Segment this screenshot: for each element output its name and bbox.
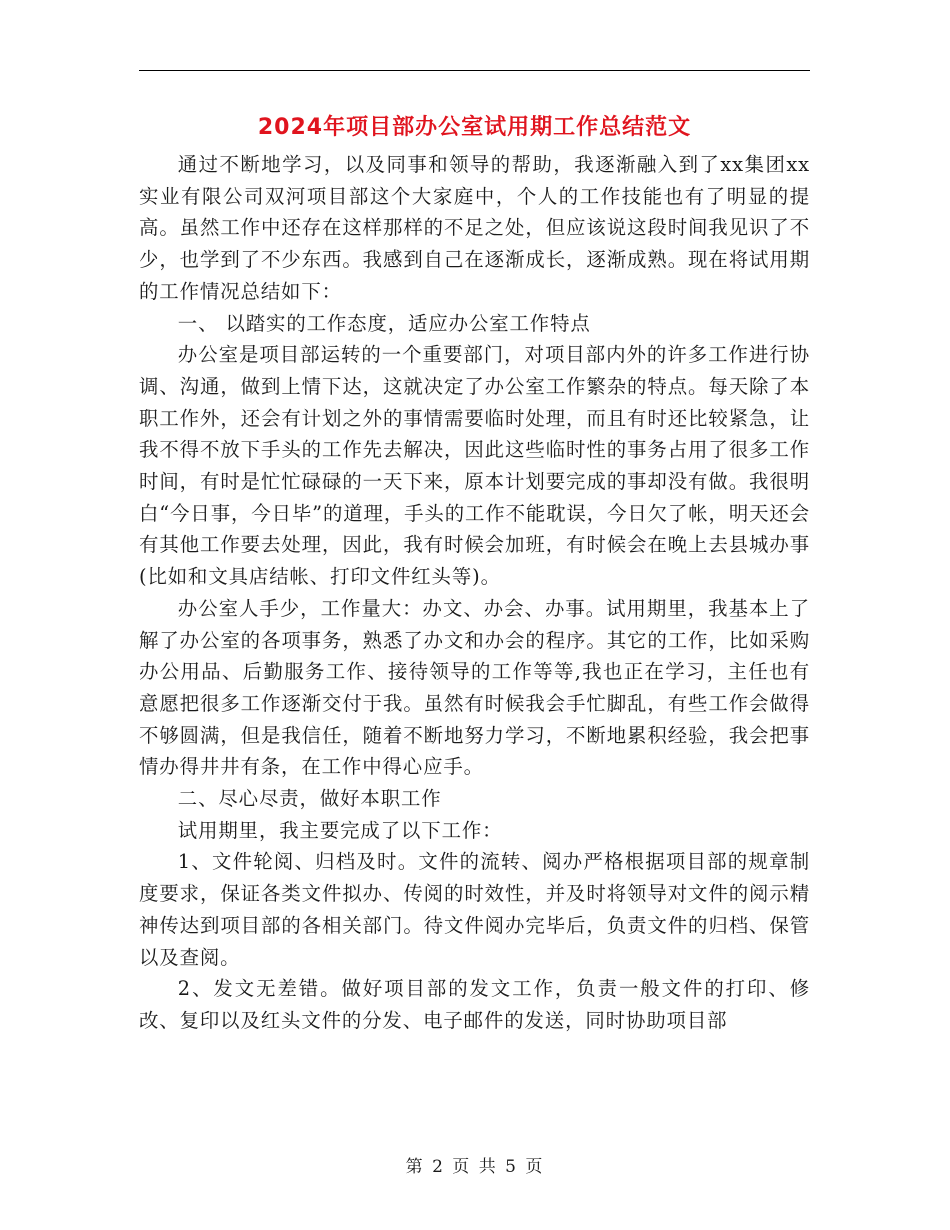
paragraph-intro: 通过不断地学习，以及同事和领导的帮助，我逐渐融入到了xx集团xx实业有限公司双河项目部这个大家庭中，个人的工作技能也有了明显的提高。虽然工作中还存在这样那样的不足之处，但应该说这段时间我见识了不少，也学到了不少东西。我感到自己在逐渐成长，逐渐成熟。现在将试用期的工作情况总结如下：	[139, 153, 810, 303]
document-body	[139, 149, 810, 1037]
document-title: 2024年项目部办公室试用期工作总结范文	[257, 115, 692, 140]
paragraph-workload: 办公室人手少，工作量大：办文、办会、办事。试用期里，我基本上了解了办公室的各项事务，熟悉了办文和办会的程序。其它的工作，比如采购办公用品、后勤服务工作、接待领导的工作等等,我也正在学习，主任也有意愿把很多工作逐渐交付于我。虽然有时候我会手忙脚乱，有些工作会做得不够圆满，但是我信任，随着不断地努力学习，不断地累积经验，我会把事情办得井井有条，在工作中得心应手。	[139, 596, 810, 779]
section-heading-1: 一、 以踏实的工作态度，适应办公室工作特点	[177, 311, 591, 335]
paragraph-office-role: 办公室是项目部运转的一个重要部门，对项目部内外的许多工作进行协调、沟通，做到上情下达，这就决定了办公室工作繁杂的特点。每天除了本职工作外，还会有计划之外的事情需要临时处理，而且有时还比较紧急，让我不得不放下手头的工作先去解决，因此这些临时性的事务占用了很多工作时间，有时是忙忙碌碌的一天下来，原本计划要完成的事却没有做。我很明白“今日事，今日毕”的道理，手头的工作不能耽误，今日欠了帐，明天还会有其他工作要去处理，因此，我有时候会加班，有时候会在晚上去县城办事(比如和文具店结帐、打印文件红头等)。	[139, 343, 810, 589]
section-heading-2: 二、尽心尽责，做好本职工作	[177, 787, 442, 811]
page-footer: 第 2 页 共 5 页	[405, 1157, 545, 1177]
paragraph-item-1: 1、文件轮阅、归档及时。文件的流转、阅办严格根据项目部的规章制度要求，保证各类文件拟办、传阅的时效性，并及时将领导对文件的阅示精神传达到项目部的各相关部门。待文件阅办完毕后，负责文件的归档、保管以及查阅。	[139, 850, 810, 969]
paragraph-item-2: 2、发文无差错。做好项目部的发文工作，负责一般文件的打印、修改、复印以及红头文件的分发、电子邮件的发送，同时协助项目部	[139, 977, 810, 1032]
header-rule	[139, 70, 810, 71]
paragraph-work-intro: 试用期里，我主要完成了以下工作：	[177, 818, 503, 842]
